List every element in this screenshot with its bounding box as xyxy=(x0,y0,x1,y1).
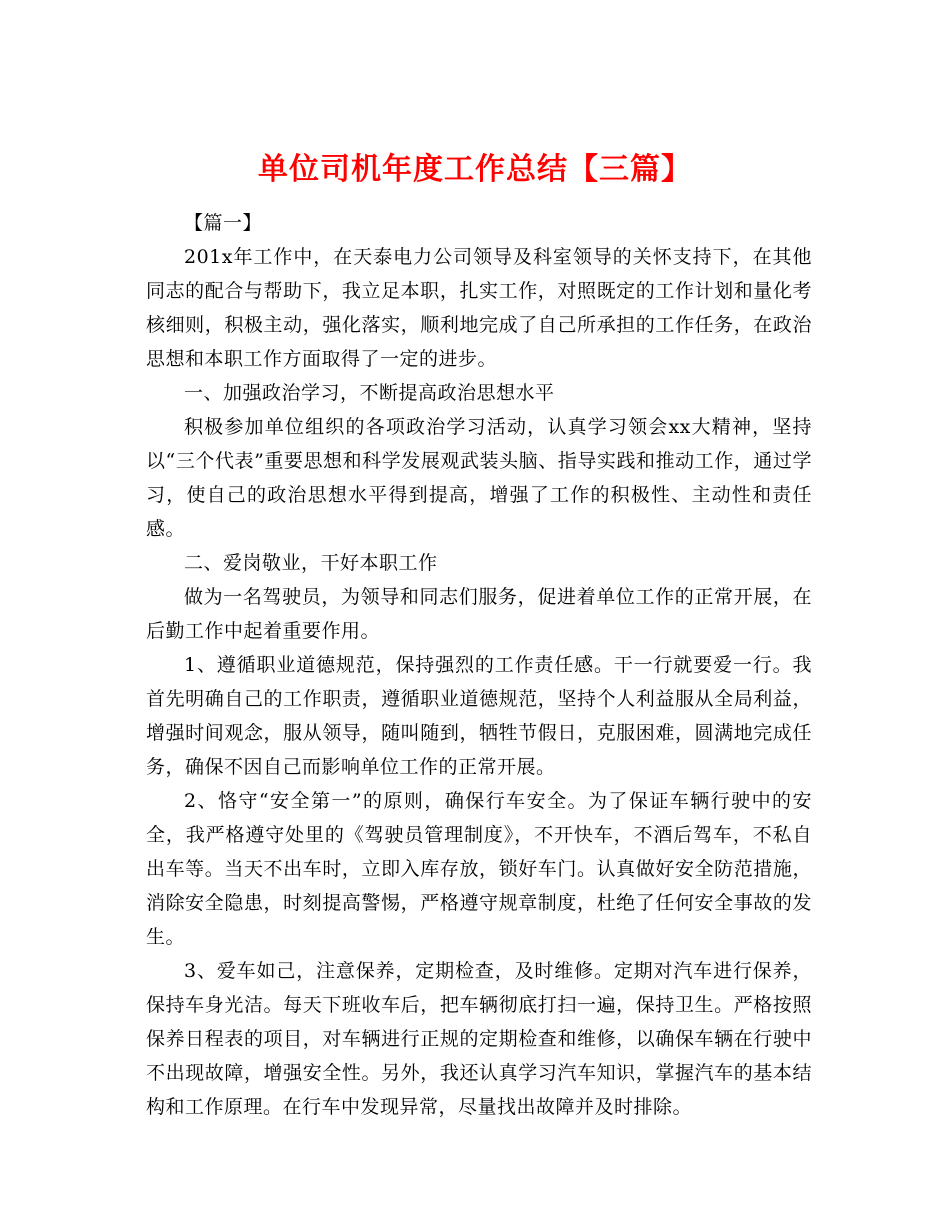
heading-political-study: 一、加强政治学习，不断提高政治思想水平 xyxy=(184,382,555,404)
heading-job-dedication: 二、爱岗敬业，干好本职工作 xyxy=(184,552,438,574)
driver-role-paragraph: 做为一名驾驶员，为领导和同志们服务，促进着单位工作的正常开展，在后勤工作中起着重要作用。 xyxy=(146,586,812,642)
political-study-paragraph: 积极参加单位组织的各项政治学习活动，认真学习领会xx大精神，坚持以“三个代表”重要思想和科学发展观武装头脑、指导实践和推动工作，通过学习，使自己的政治思想水平得到提高，增强了工作的积极性、主动性和责任感。 xyxy=(146,416,812,540)
intro-paragraph: 201x年工作中，在天泰电力公司领导及科室领导的关怀支持下，在其他同志的配合与帮助下，我立足本职，扎实工作，对照既定的工作计划和量化考核细则，积极主动，强化落实，顺利地完成了自己所承担的工作任务，在政治思想和本职工作方面取得了一定的进步。 xyxy=(146,246,812,370)
maintenance-paragraph: 3、爱车如己，注意保养，定期检查，及时维修。定期对汽车进行保养，保持车身光洁。每天下班收车后，把车辆彻底打扫一遍，保持卫生。严格按照保养日程表的项目，对车辆进行正规的定期检查和维修，以确保车辆在行驶中不出现故障，增强安全性。另外，我还认真学习汽车知识，掌握汽车的基本结构和工作原理。在行车中发现异常，尽量找出故障并及时排除。 xyxy=(146,960,812,1118)
section-heading-part-one: 【篇一】 xyxy=(184,212,263,234)
ethics-paragraph: 1、遵循职业道德规范，保持强烈的工作责任感。干一行就要爱一行。我首先明确自己的工作职责，遵循职业道德规范，坚持个人利益服从全局利益，增强时间观念，服从领导，随叫随到，牺牲节假日，克服困难，圆满地完成任务，确保不因自己而影响单位工作的正常开展。 xyxy=(146,654,812,778)
document-body xyxy=(146,206,812,1124)
safety-paragraph: 2、恪守“安全第一”的原则，确保行车安全。为了保证车辆行驶中的安全，我严格遵守处里的《驾驶员管理制度》，不开快车，不酒后驾车，不私自出车等。当天不出车时，立即入库存放，锁好车门。认真做好安全防范措施，消除安全隐患，时刻提高警惕，严格遵守规章制度，杜绝了任何安全事故的发生。 xyxy=(146,790,812,948)
document-title: 单位司机年度工作总结【三篇】 xyxy=(258,152,692,188)
